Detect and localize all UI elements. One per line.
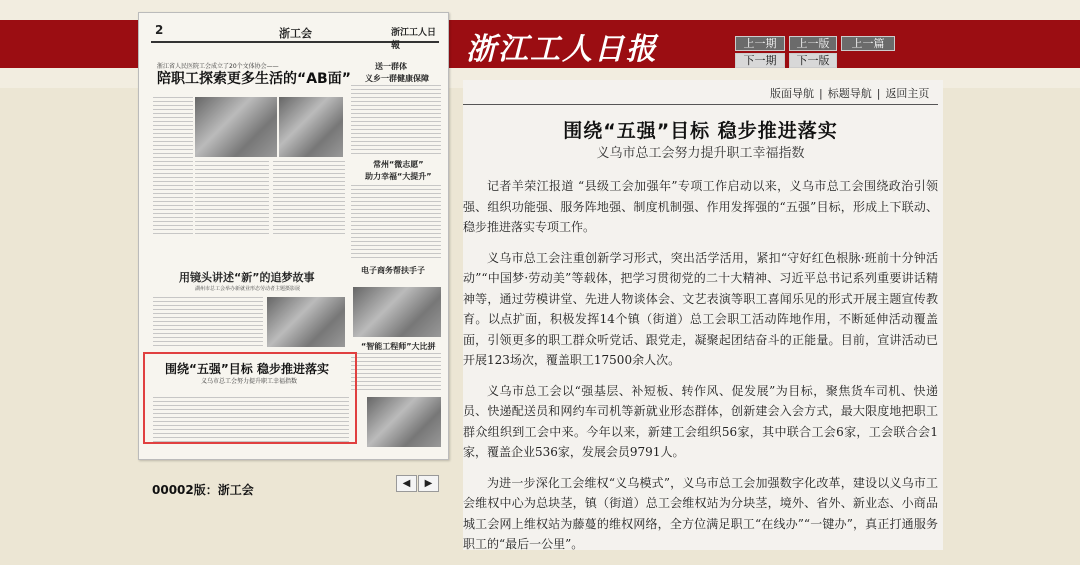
separator: | — [876, 87, 881, 100]
paper-text-column — [351, 85, 441, 155]
paper-text-column — [153, 97, 193, 237]
paper-text-column — [153, 297, 263, 347]
paper-side-heading: 义乡一群健康保障 — [365, 74, 429, 83]
paper-lead-kicker: 浙江省人民医院工会成立了20个文体协会—— — [157, 63, 279, 70]
next-page-button[interactable]: 下一版 — [789, 53, 837, 68]
paper-page-number: 2 — [155, 23, 164, 37]
page-nav-link[interactable]: 版面导航 — [770, 87, 814, 100]
paper-photo — [353, 287, 441, 337]
title-nav-link[interactable]: 标题导航 — [827, 87, 872, 100]
article-paragraph: 义乌市总工会以“强基层、补短板、转作风、促发展”为目标，聚焦货车司机、快递员、快递配送员和网约车司机等新就业形态群体，创新建会入会方式，最大限度地把职工群众组织到工会中来。今年以来，新建工会组织56家，其中联合工会6家，工会联合会1家，覆盖企业536家，发展会员9791人。 — [463, 383, 938, 459]
paper-photo — [279, 97, 343, 157]
paper-header — [151, 21, 439, 51]
paper-photo — [367, 397, 441, 447]
paper-text-column — [195, 161, 269, 237]
highlight-subtitle: 义乌市总工会努力提升职工幸福指数 — [201, 378, 298, 385]
article-body — [463, 176, 938, 565]
home-link[interactable]: 返回主页 — [885, 87, 930, 100]
prev-page-arrow[interactable]: ◀ — [396, 475, 417, 492]
prev-page-button[interactable]: 上一版 — [789, 36, 837, 51]
article-subtitle: 义乌市总工会努力提升职工幸福指数 — [596, 146, 805, 161]
paper-side-heading: 助力幸福“大提升” — [365, 172, 432, 181]
article-paragraph: 义乌市总工会注重创新学习形式，突出活学活用，紧扣“守好红色根脉·班前十分钟活动”“中国梦·劳动美”等载体，把学习贯彻党的二十大精神、习近平总书记系列重要讲话精神等，通过劳模讲堂、先进人物谈体会、文艺表演等职工喜闻乐见的形式开展主题宣传教育。以点扩面，积极发挥14个镇（街道）总工会职工活动阵地作用，不断延伸活动覆盖面，引领更多的职工群众听党话、跟党走，凝聚起团结奋斗的正能量。目前，宣讲活动已开展123场次，覆盖职工17500余人次。 — [463, 250, 938, 367]
paper-masthead: 浙江工人日報 — [391, 28, 437, 51]
paper-text-column — [351, 185, 441, 261]
paper-side-heading: 常州“微志愿” — [373, 160, 424, 169]
paper-text-column — [351, 353, 441, 393]
header-divider — [463, 104, 938, 105]
paper-mid-subtitle: 湖州市总工会举办新就业形态劳动者主题摄影展 — [195, 286, 301, 292]
paper-lead-title: 陪职工探索更多生活的“AB面” — [157, 71, 351, 87]
paper-text-column — [273, 161, 345, 237]
paper-side-heading: 送一群体 — [375, 62, 407, 71]
highlight-title: 围绕“五强”目标 稳步推进落实 — [165, 362, 329, 376]
page-label: 00002版：浙工会 — [152, 483, 254, 497]
current-article-highlight[interactable] — [143, 352, 357, 444]
sub-navigation — [770, 85, 929, 101]
separator: | — [819, 87, 823, 100]
prev-issue-button[interactable]: 上一期 — [735, 36, 785, 51]
paper-photo — [195, 97, 277, 157]
paper-photo — [267, 297, 345, 347]
site-logo: 浙江工人日报 — [466, 32, 658, 67]
next-issue-button[interactable]: 下一期 — [735, 53, 785, 68]
prev-article-button[interactable]: 上一篇 — [841, 36, 895, 51]
paper-mid-title: 用镜头讲述“新”的追梦故事 — [179, 271, 315, 284]
article-title: 围绕“五强”目标 稳步推进落实 — [563, 120, 838, 142]
next-page-arrow[interactable]: ▶ — [418, 475, 439, 492]
paper-side-heading: “智能工程师”大比拼 — [361, 342, 436, 351]
article-paragraph: 记者羊荣江报道 “县级工会加强年”专项工作启动以来，义乌市总工会围绕政治引领强、组织功能强、服务阵地强、制度机制强、作用发挥强的“五强”目标，形成上下联动、稳步推进落实专项工作。 — [463, 179, 938, 234]
paper-side-heading: 电子商务帮扶手子 — [361, 266, 425, 275]
paper-section: 浙工会 — [279, 27, 312, 40]
article-paragraph: 为进一步深化工会维权“义乌模式”，义乌市总工会加强数字化改革，建设以义乌市工会维权中心为总块茎，镇（街道）总工会维权站为分块茎，境外、省外、新业态、小商品城工会网上维权站为藤蔓的维权网络，全方位满足职工“在线办”“一键办”，真正打通服务职工的“最后一公里”。 — [463, 475, 938, 551]
